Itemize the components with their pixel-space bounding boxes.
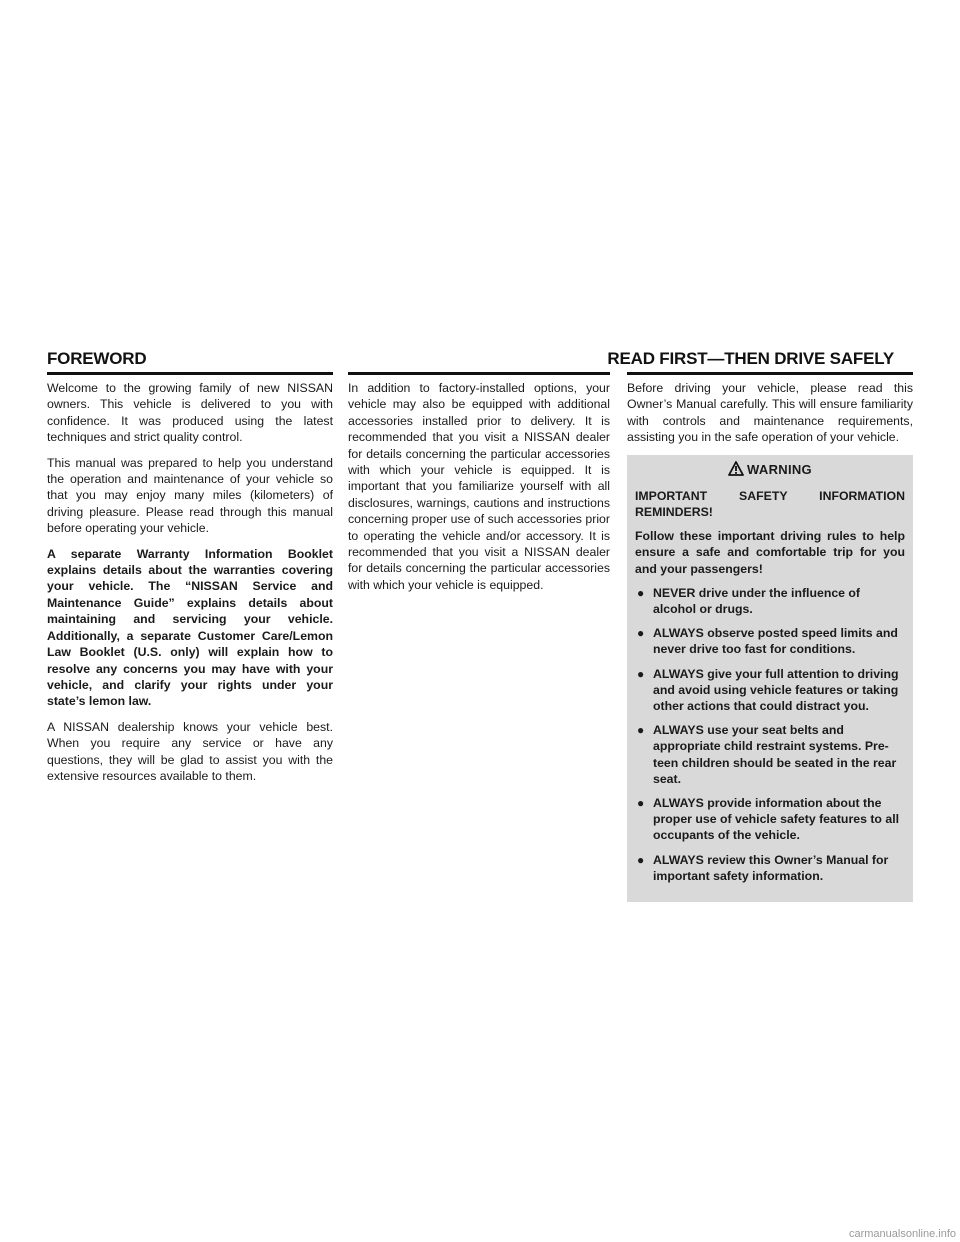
foreword-column-2 [348, 380, 610, 602]
section-heading-read-first: READ FIRST—THEN DRIVE SAFELY [607, 349, 894, 368]
bullet-icon: ● [637, 796, 645, 811]
bullet-icon: ● [637, 666, 645, 681]
warning-item: ● ALWAYS review this Owner’s Manual for important safety information. [637, 852, 889, 883]
heading-rule-left [47, 372, 333, 375]
section-heading-foreword: FOREWORD [47, 349, 147, 368]
watermark [0, 1228, 960, 1242]
accessories-paragraph: In addition to factory-installed options, your vehicle may also be equipped with additional accessories installed prior to delivery. It is recommended that you visit a NISSAN dealer for details concerning the particular accessories with which your vehicle is equipped. It is important that you familiarize yourself with all disclosures, warnings, cautions and instructions concerning proper use of such accessories prior to operating the vehicle and/or accessory. It is recommended that you visit a NISSAN dealer for details concerning the particular accessories with which your vehicle is equipped. [348, 381, 610, 592]
read-manual-paragraph: Before driving your vehicle, please read this Owner’s Manual carefully. This will ensure familiarity with controls and maintenance requirements, assisting you in the safe operation of your vehicle. [627, 381, 913, 445]
warning-title-text: WARNING [747, 461, 812, 477]
dealership-paragraph: A NISSAN dealership knows your vehicle best. When you require any service or have any questions, they will be glad to assist you with the extensive resources available to them. [47, 719, 333, 783]
warning-intro: Follow these important driving rules to help ensure a safe and comfortable trip for you and your passengers! [635, 529, 905, 576]
warning-triangle-icon [728, 461, 744, 480]
bullet-icon: ● [637, 585, 645, 600]
warning-list [635, 585, 905, 884]
manual-purpose-paragraph: This manual was prepared to help you understand the operation and maintenance of your vehicle so that you may enjoy many miles (kilometers) of driving pleasure. Please read through this manual before operating your vehicle. [47, 455, 333, 536]
bullet-icon: ● [637, 852, 645, 867]
warning-item: ● ALWAYS give your full attention to driving and avoid using vehicle features or taking other actions that could distract you. [637, 666, 899, 714]
heading-rule-right [627, 372, 913, 375]
foreword-column-1 [47, 380, 333, 793]
warranty-booklet-paragraph: A separate Warranty Information Booklet explains details about the warranties covering your vehicle. The “NISSAN Service and Maintenance Guide” explains details about maintaining and servicing your vehicle. Additionally, a separate Customer Care/Lemon Law Booklet (U.S. only) will explain how to resolve any concerns you may have with your vehicle, and clarify your rights under your state’s lemon law. [47, 546, 333, 709]
warning-item: ● ALWAYS use your seat belts and appropriate child restraint systems. Pre-teen children should be seated in the rear seat. [637, 723, 897, 786]
warning-title [635, 459, 905, 488]
warning-item: ● ALWAYS observe posted speed limits and never drive too fast for conditions. [637, 626, 898, 657]
bullet-icon: ● [637, 626, 645, 641]
bullet-icon: ● [637, 723, 645, 738]
warning-heading: IMPORTANT SAFETY INFORMATION REMINDERS! [635, 488, 905, 520]
welcome-paragraph: Welcome to the growing family of new NISSAN owners. This vehicle is delivered to you with confidence. It was produced using the latest techniques and strict quality control. [47, 381, 333, 445]
read-first-column [627, 380, 913, 902]
warning-box [627, 455, 913, 902]
warning-item: ● ALWAYS provide information about the proper use of vehicle safety features to all occupants of the vehicle. [637, 796, 900, 843]
watermark-text: carmanualsonline.info [848, 1228, 956, 1240]
warning-item: ● NEVER drive under the influence of alcohol or drugs. [637, 585, 861, 617]
heading-rule-middle [348, 372, 610, 375]
